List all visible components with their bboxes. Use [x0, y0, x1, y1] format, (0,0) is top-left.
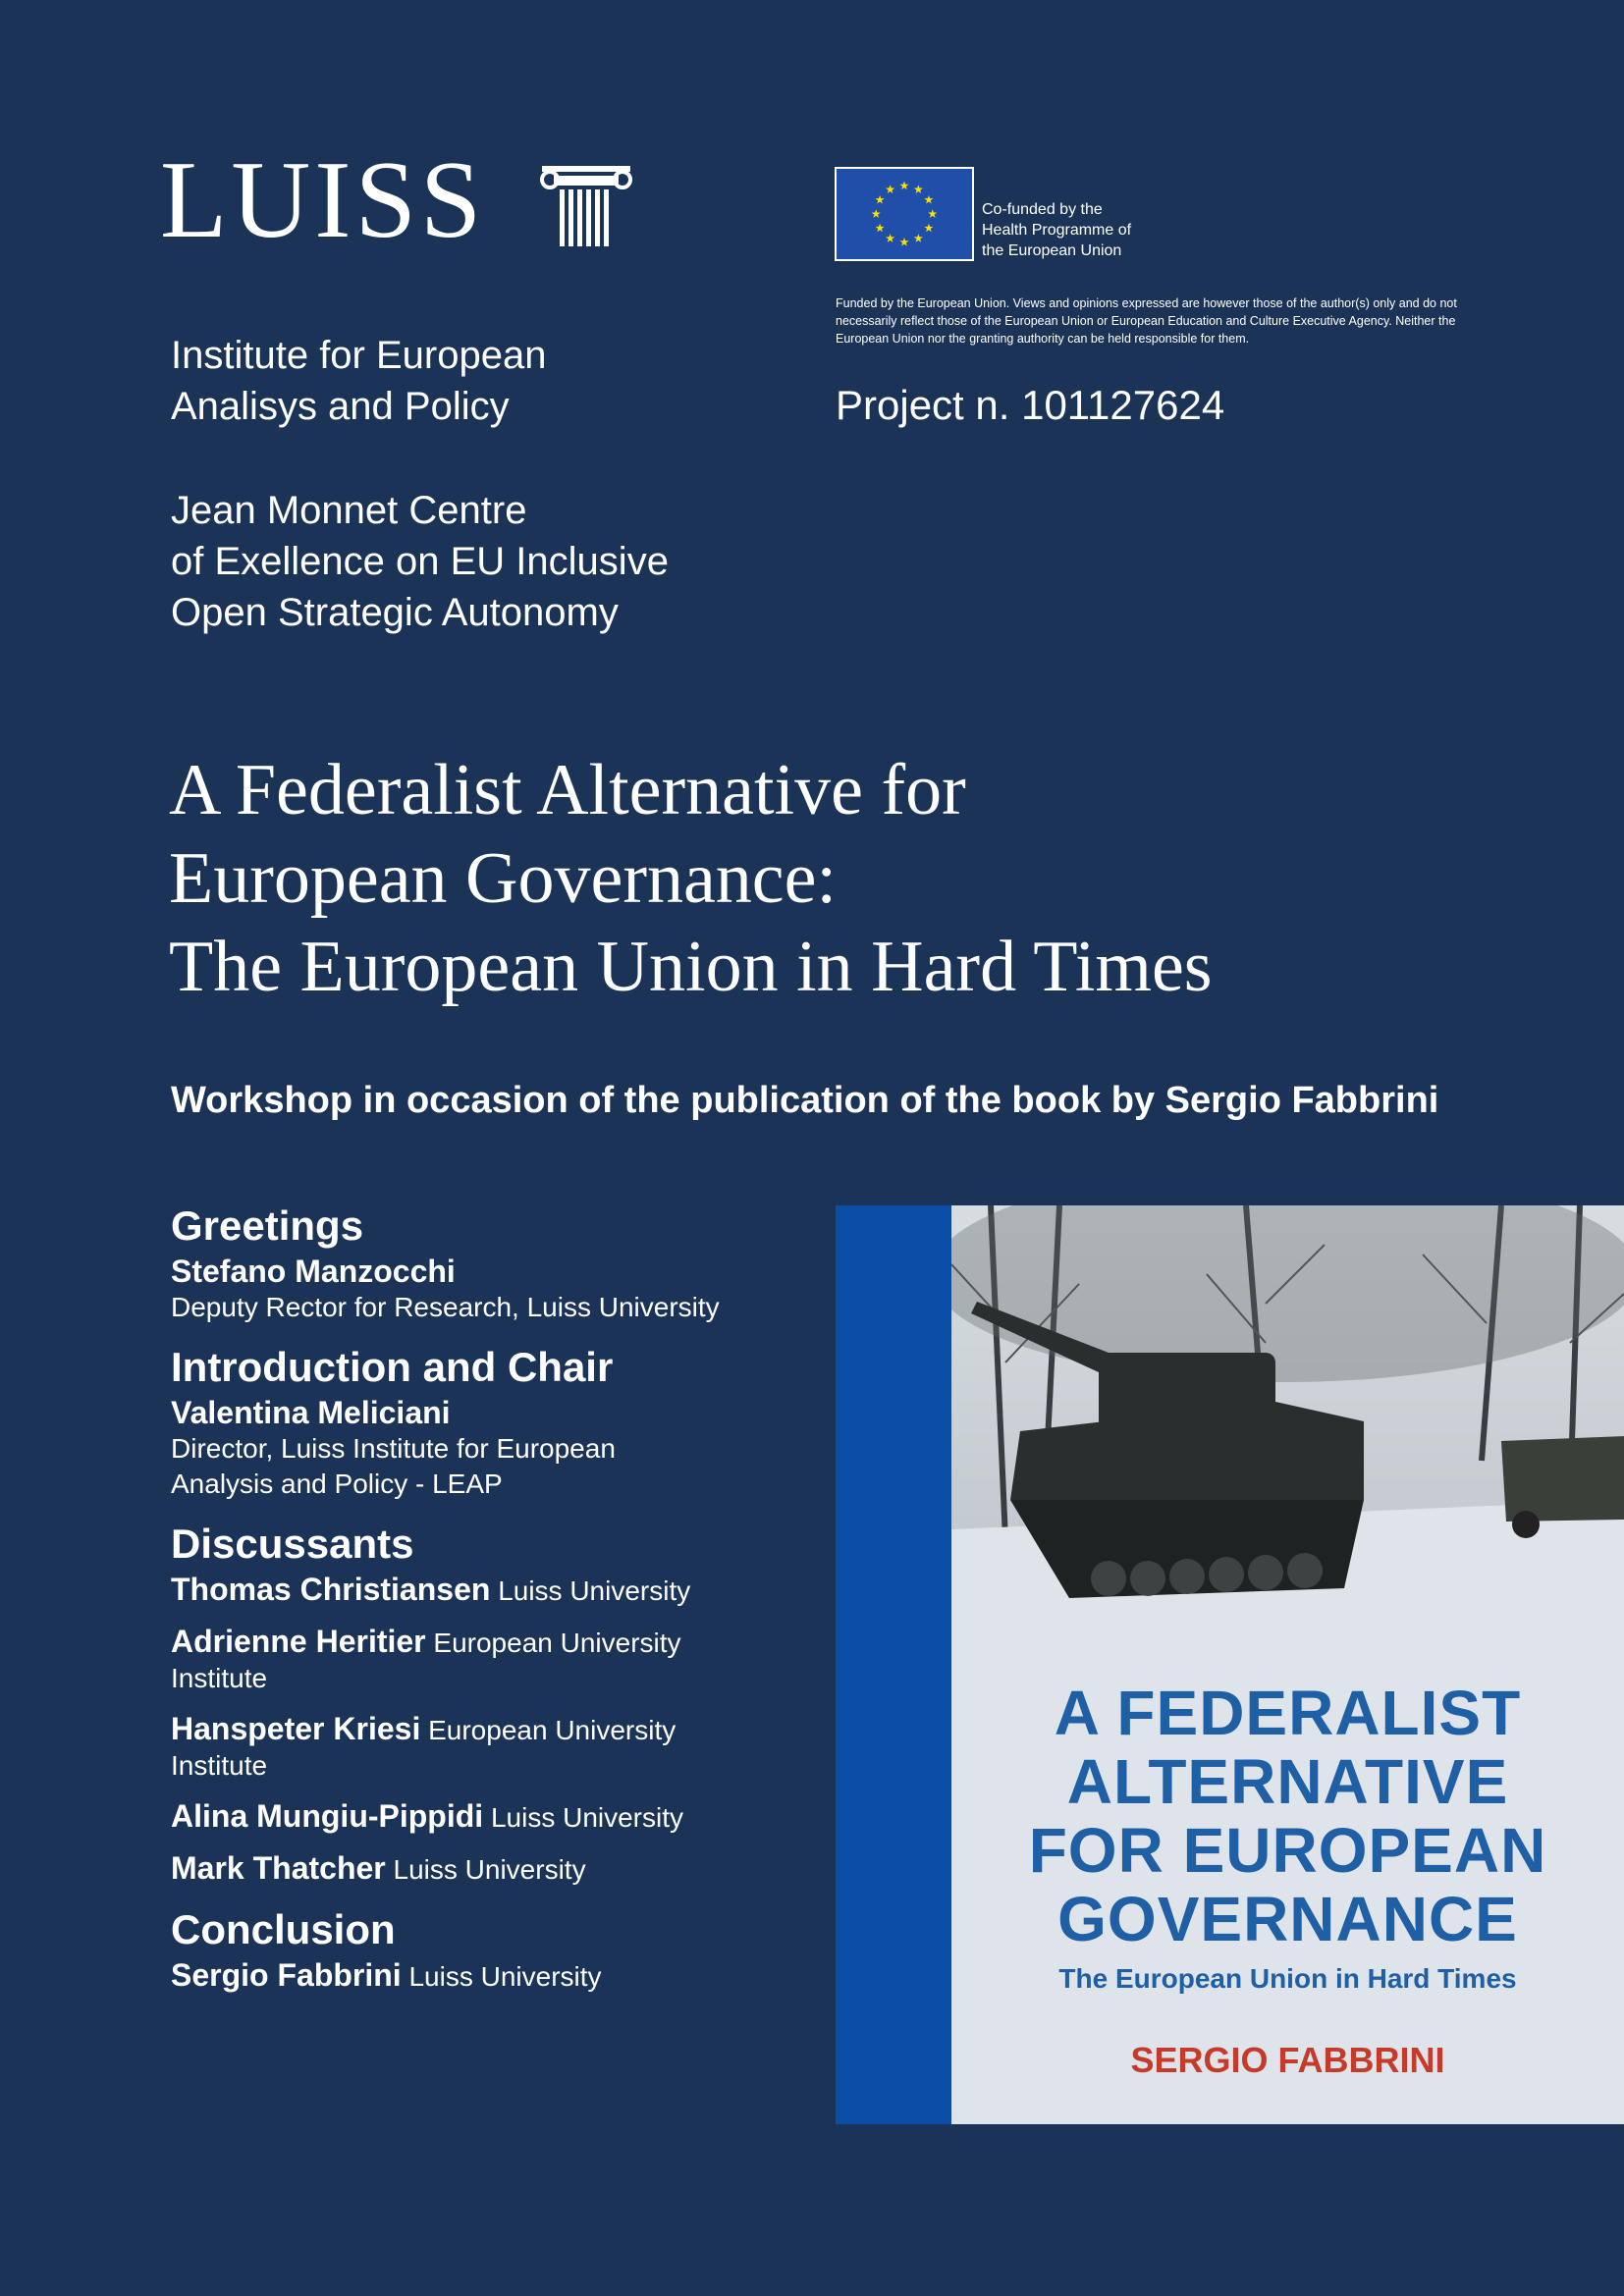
- section-heading: Greetings: [171, 1202, 364, 1249]
- eu-star: [924, 195, 933, 204]
- centre-name: Jean Monnet Centre of Exellence on EU Inclusive Open Strategic Autonomy: [171, 489, 669, 634]
- discussant: [171, 1571, 760, 1609]
- conclusion-section: [171, 1903, 760, 1995]
- workshop-subtitle: Workshop in occasion of the publication of the book by Sergio Fabbrini: [171, 1080, 1439, 1121]
- book-spine: [836, 1205, 951, 2124]
- greetings-section: [171, 1200, 760, 1325]
- eu-flag-icon: [835, 167, 974, 261]
- speaker-role: Director, Luiss Institute for European Analysis and Policy - LEAP: [171, 1433, 616, 1499]
- speaker-name: Sergio Fabbrini: [171, 1957, 402, 1993]
- eu-star: [914, 234, 923, 242]
- speaker-role: Deputy Rector for Research, Luiss University: [171, 1292, 720, 1322]
- book-author: SERGIO FABBRINI: [1130, 2040, 1445, 2080]
- speaker-affiliation: Luiss University: [490, 1802, 684, 1833]
- speaker-affiliation: Luiss University: [408, 1961, 602, 1992]
- eu-star: [914, 185, 923, 193]
- speaker-affiliation: European University Institute: [171, 1715, 677, 1781]
- speaker-affiliation: Luiss University: [498, 1575, 691, 1606]
- conclusion-speaker: [171, 1956, 760, 1995]
- eu-star: [886, 234, 894, 242]
- discussant: [171, 1849, 760, 1888]
- section-heading: Conclusion: [171, 1906, 396, 1952]
- speaker-name: Hanspeter Kriesi: [171, 1711, 421, 1746]
- program: [171, 1200, 760, 2010]
- speaker-name: Alina Mungiu-Pippidi: [171, 1798, 484, 1834]
- speaker-name: Mark Thatcher: [171, 1850, 386, 1886]
- speaker-name: Valentina Meliciani: [171, 1395, 451, 1430]
- eu-star: [928, 209, 937, 218]
- eu-star: [876, 224, 885, 233]
- book-title: A FEDERALIST ALTERNATIVE FOR EUROPEAN GOVERNANCE: [1028, 1678, 1547, 1954]
- eu-star: [876, 195, 885, 204]
- eu-star: [886, 185, 894, 193]
- eu-star: [872, 209, 881, 218]
- speaker-name: Adrienne Heritier: [171, 1624, 426, 1659]
- eu-cofunded-text: Co-funded by the Health Programme of the European Union: [982, 201, 1132, 259]
- section-heading: Discussants: [171, 1521, 414, 1567]
- discussant: [171, 1710, 760, 1784]
- discussants-section: [171, 1518, 760, 1888]
- discussant: [171, 1797, 760, 1836]
- speaker-affiliation: Luiss University: [393, 1854, 586, 1885]
- book-cover: [836, 1205, 1624, 2124]
- eu-star: [899, 181, 908, 189]
- eu-star: [899, 238, 908, 246]
- column-logo-icon: [540, 162, 632, 252]
- eu-disclaimer: Funded by the European Union. Views and opinions expressed are however those of the author(s) only and do not necessarily reflect those of the European Union or European Education and Culture Executive Agency. Neither the European Union nor the granting authority can be held responsible for them.: [836, 296, 1457, 346]
- event-title: A Federalist Alternative for European Governance: The European Union in Hard Times: [169, 750, 1213, 1007]
- eu-star: [924, 224, 933, 233]
- institute-name: Institute for European Analisys and Policy: [171, 334, 547, 428]
- intro-section: [171, 1341, 760, 1502]
- luiss-logo: LUISS: [160, 139, 486, 261]
- section-heading: Introduction and Chair: [171, 1344, 614, 1390]
- speaker-affiliation: European University Institute: [171, 1628, 681, 1693]
- book-subtitle: The European Union in Hard Times: [1058, 1963, 1517, 1994]
- speaker-name: Thomas Christiansen: [171, 1572, 491, 1607]
- speaker-name: Stefano Manzocchi: [171, 1254, 456, 1289]
- project-number: Project n. 101127624: [836, 382, 1225, 428]
- discussant: [171, 1623, 760, 1696]
